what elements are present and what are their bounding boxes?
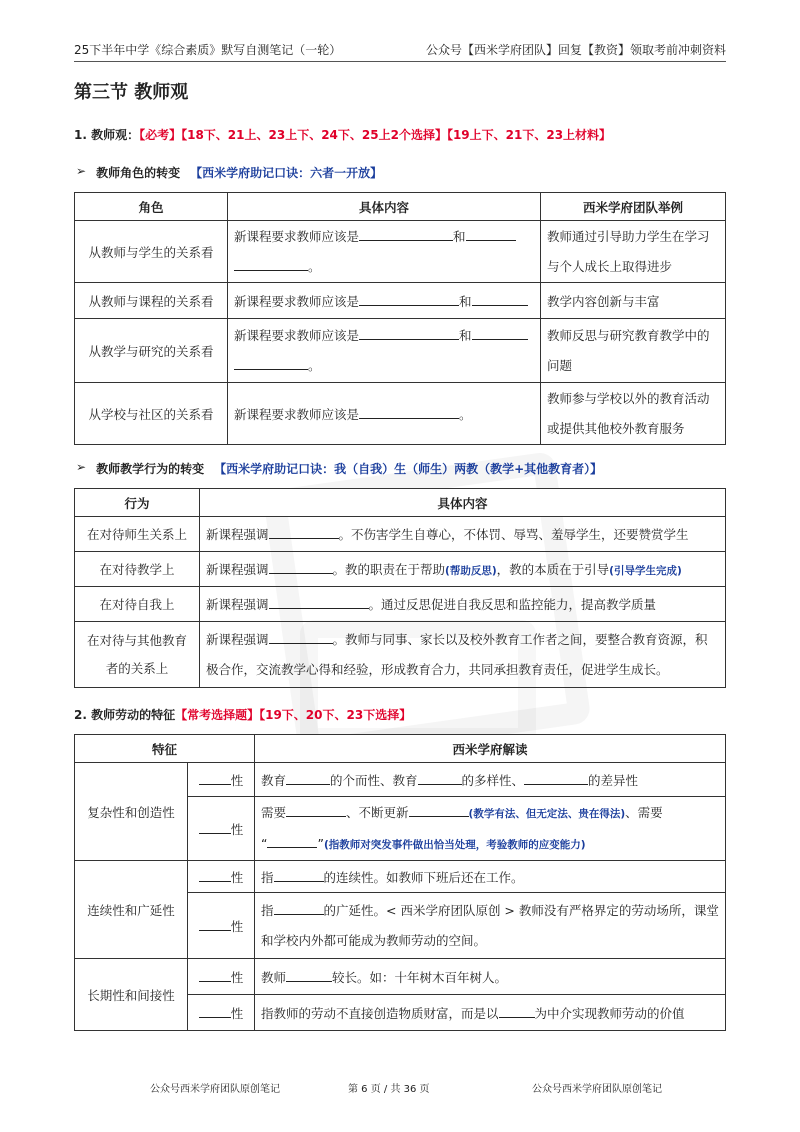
behavior-mnemonic: 【西米学府助记口诀：我（自我）生（师生）两教（教学+其他教育者）】 [214,462,603,476]
arrow-bullet-icon: ➢ [76,164,87,178]
example-cell: 教师通过引导助力学生在学习与个人成长上取得进步 [541,221,726,283]
footer-right: 公众号西米学府团队原创笔记 [532,1084,662,1095]
footer-left: 公众号西米学府团队原创笔记 [150,1084,280,1095]
col-header: 西米学府团队举例 [541,193,726,221]
content-cell: 指 的广延性。< 西米学府团队原创 > 教师没有严格界定的劳动场所，课堂和学校内外都可能成为教师劳动的空间。 [255,893,726,959]
footer-page-number: 第 6 页 / 共 36 页 [348,1084,430,1095]
behavior-cell: 在对待与其他教育者的关系上 [75,622,200,688]
feature-cell: 复杂性和创造性 [75,763,188,861]
table-row [75,552,726,587]
behavior-cell: 在对待师生关系上 [75,517,200,552]
example-cell: 教学内容创新与丰富 [541,283,726,319]
behavior-table [74,488,726,688]
example-cell: 教师反思与研究教育教学中的问题 [541,319,726,383]
content-cell: 需要 、不断更新 (教学有法、但无定法、贵在得法)、需要 “ ”(指教师对突发事件做出恰当处理，考验教师的应变能力) [255,797,726,861]
table-row [75,517,726,552]
header-left: 25下半年中学《综合素质》默写自测笔记（一轮） [74,43,342,57]
q1-tags: 【必考】【18下、21上、23上下、24下、25上2个选择】【19上下、21下、23上材料】 [139,128,612,142]
content-cell: 指教师的劳动不直接创造物质财富，而是以 为中介实现教师劳动的价值 [255,995,726,1031]
table-row [75,861,726,893]
blank-cell: 性 [188,763,255,797]
col-header: 西米学府解读 [255,735,726,763]
page-header [74,36,726,62]
content-cell: 教师 较长。如：十年树木百年树人。 [255,959,726,995]
content-cell: 新课程强调 。通过反思促进自我反思和监控能力，提高教学质量 [200,587,726,622]
table-row [75,587,726,622]
behavior-cell: 在对待自我上 [75,587,200,622]
content-cell: 新课程要求教师应该是 。 [228,383,541,445]
blank-cell: 性 [188,959,255,995]
role-cell: 从教师与课程的关系看 [75,283,228,319]
table-row [75,622,726,688]
col-header: 角色 [75,193,228,221]
q1-label: 1. 教师观： [74,128,140,142]
q1-line [74,126,611,143]
behavior-heading-line [76,460,602,477]
content-cell: 新课程强调 。教师与同事、家长以及校外教育工作者之间，要整合教育资源，积极合作，交流教学心得和经验，形成教育合力，共同承担教育责任，促进学生成长。 [200,622,726,688]
content-cell: 教育 的个而性、教育 的多样性、 的差异性 [255,763,726,797]
section-title: 第三节 教师观 [74,82,189,103]
feature-cell: 连续性和广延性 [75,861,188,959]
q2-line [74,706,411,723]
role-mnemonic: 【西米学府助记口诀：六者一开放】 [190,166,383,180]
example-cell: 教师参与学校以外的教育活动或提供其他校外教育服务 [541,383,726,445]
q2-tags: 【常考选择题】【19下、20下、23下选择】 [175,708,412,722]
arrow-bullet-icon: ➢ [76,460,87,474]
header-right: 公众号【西米学府团队】回复【教资】领取考前冲刺资料 [425,43,726,57]
content-cell: 新课程强调 。不伤害学生自尊心，不体罚、辱骂、羞辱学生，还要赞赏学生 [200,517,726,552]
content-cell: 新课程要求教师应该是 和 。 [228,319,541,383]
feature-cell: 长期性和间接性 [75,959,188,1031]
blank-cell: 性 [188,893,255,959]
behavior-cell: 在对待教学上 [75,552,200,587]
behavior-heading: 教师教学行为的转变 [96,462,205,476]
table-row [75,383,726,445]
col-header: 具体内容 [200,489,726,517]
role-cell: 从教学与研究的关系看 [75,319,228,383]
role-cell: 从教师与学生的关系看 [75,221,228,283]
content-cell: 指 的连续性。如教师下班后还在工作。 [255,861,726,893]
table-row [75,319,726,383]
role-cell: 从学校与社区的关系看 [75,383,228,445]
role-table [74,192,726,445]
table-row [75,283,726,319]
table-row [75,763,726,797]
content-cell: 新课程要求教师应该是 和 。 [228,221,541,283]
blank-cell: 性 [188,995,255,1031]
col-header: 具体内容 [228,193,541,221]
role-heading: 教师角色的转变 [96,166,181,180]
q2-label: 2. 教师劳动的特征 [74,708,176,722]
content-cell: 新课程要求教师应该是 和 [228,283,541,319]
col-header: 行为 [75,489,200,517]
labor-table [74,734,726,1031]
blank-cell: 性 [188,861,255,893]
role-heading-line [76,164,382,181]
table-row [75,959,726,995]
table-row [75,221,726,283]
content-cell: 新课程强调 。教的职责在于帮助(帮助反思)，教的本质在于引导(引导学生完成) [200,552,726,587]
col-header: 特征 [75,735,255,763]
blank-cell: 性 [188,797,255,861]
